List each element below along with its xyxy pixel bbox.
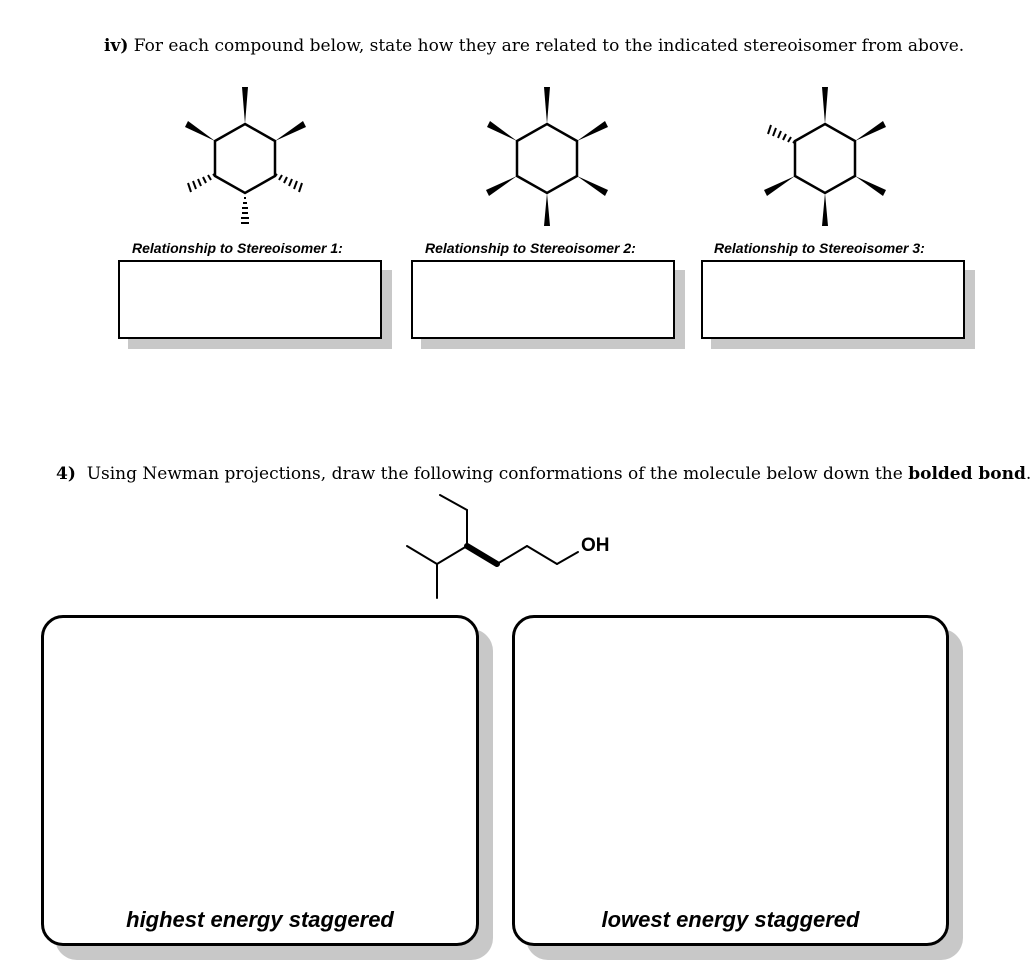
relationship-answer-box-1[interactable] bbox=[118, 260, 382, 339]
question-iv-prompt bbox=[104, 36, 964, 56]
hydroxyl-label: OH bbox=[581, 535, 610, 556]
cyclohexane-compound-3 bbox=[745, 82, 905, 232]
question-4-period: . bbox=[1025, 464, 1031, 484]
caption-highest-energy: highest energy staggered bbox=[126, 907, 394, 932]
question-4-text: Using Newman projections, draw the following conformations of the molecule below down the bbox=[86, 464, 909, 484]
bolded-bond bbox=[467, 546, 497, 564]
question-iv-number: iv) bbox=[104, 36, 129, 56]
relationship-label-1: Relationship to Stereoisomer 1: bbox=[132, 240, 343, 256]
cyclohexane-compound-1 bbox=[165, 82, 325, 232]
relationship-answer-box-3[interactable] bbox=[701, 260, 965, 339]
relationship-label-3: Relationship to Stereoisomer 3: bbox=[714, 240, 925, 256]
question-4-prompt bbox=[56, 464, 1031, 484]
newman-box-lowest-energy[interactable] bbox=[512, 615, 949, 946]
question-4-number: 4) bbox=[56, 464, 76, 484]
question-4-bold-text: bolded bond bbox=[908, 464, 1026, 484]
relationship-answer-box-2[interactable] bbox=[411, 260, 675, 339]
cyclohexane-compound-2 bbox=[467, 82, 627, 232]
caption-lowest-energy: lowest energy staggered bbox=[601, 907, 860, 932]
relationship-label-2: Relationship to Stereoisomer 2: bbox=[425, 240, 636, 256]
newman-box-highest-energy[interactable] bbox=[41, 615, 479, 946]
question-iv-text: For each compound below, state how they are related to the indicated stereoisomer from above. bbox=[133, 36, 965, 56]
